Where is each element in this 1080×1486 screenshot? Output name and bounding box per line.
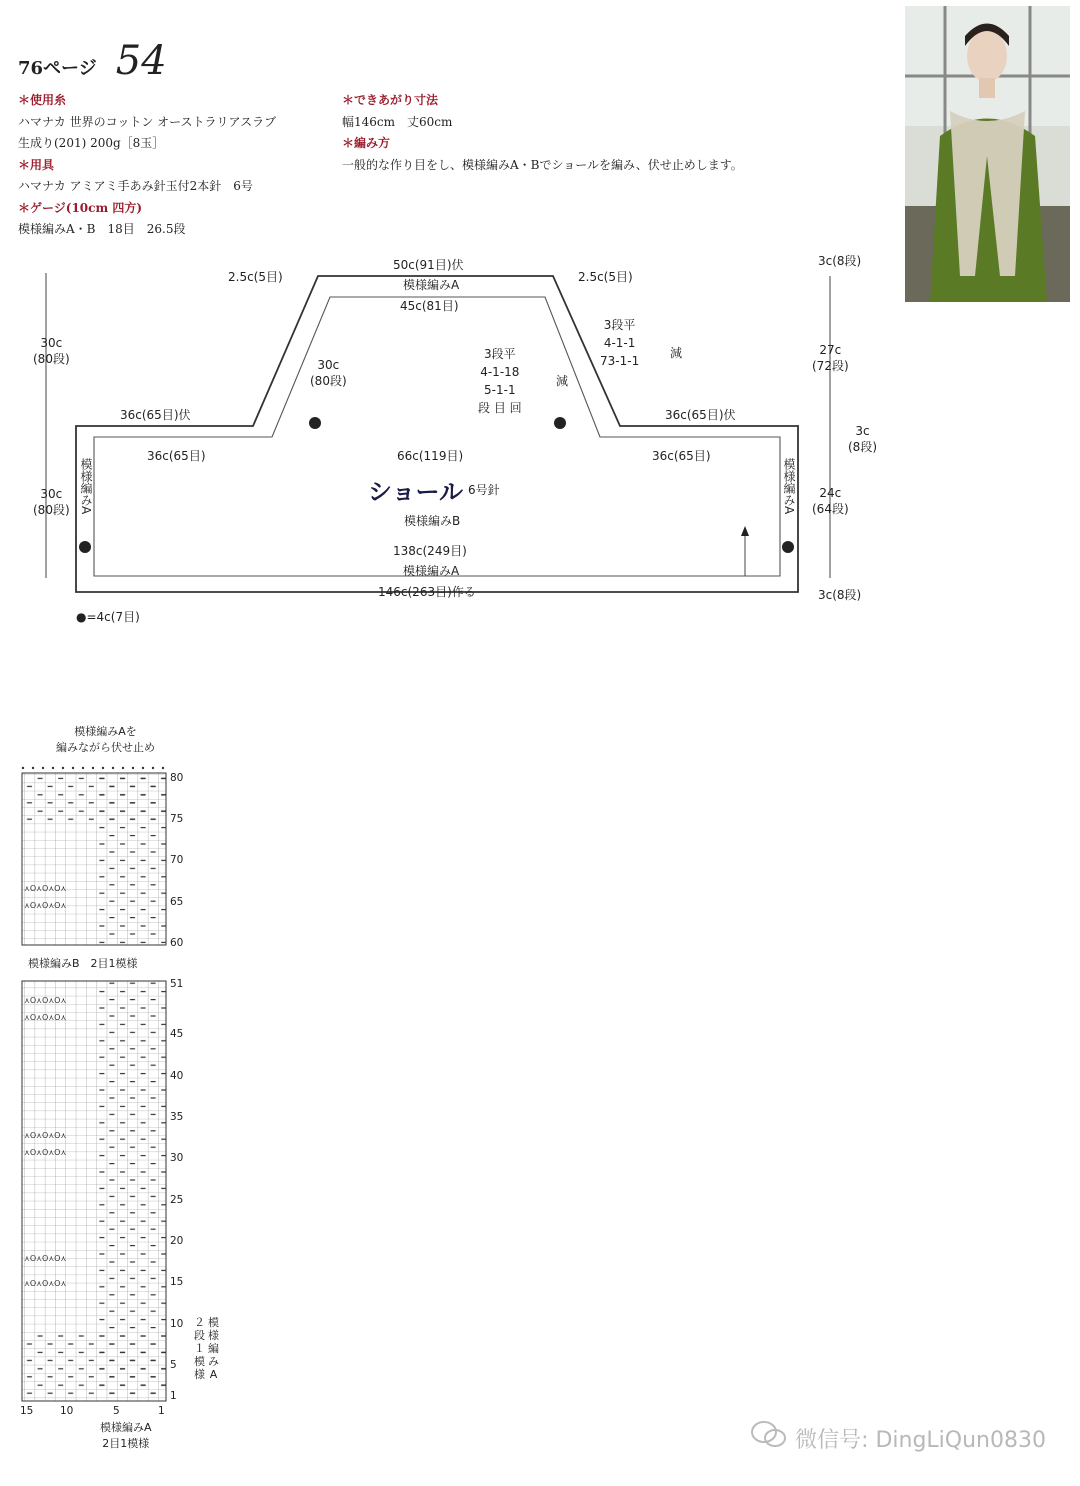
chart-mid-label: 模様編みB 2目1模様 [28, 957, 138, 970]
shoulder-left-label: 36c(65目)伏 [120, 408, 191, 422]
svg-text:⋏O⋏O⋏O⋏: ⋏O⋏O⋏O⋏ [24, 996, 67, 1005]
row-num: 60 [170, 937, 184, 949]
top-pattern-label: 模様編みA [403, 278, 460, 292]
svg-text:⋏O⋏O⋏O⋏: ⋏O⋏O⋏O⋏ [24, 1254, 67, 1263]
watermark [751, 1420, 1046, 1456]
left-slope-label: 2.5c(5目) [228, 270, 283, 284]
diagram-title: ショール [368, 478, 464, 506]
row-num: 1 [170, 1390, 177, 1402]
row-num: 5 [170, 1359, 177, 1371]
chart-bottom-label: 模様編みA 2目1模様 [100, 1421, 152, 1450]
left-height-upper: 30c (80段) [33, 336, 70, 366]
needle-size: 6号針 [468, 483, 500, 497]
col-num: 10 [60, 1405, 74, 1417]
spec-heading-tools: ＊用具 [18, 157, 55, 172]
inner-decrease-mark: 減 [556, 374, 569, 388]
row-num: 65 [170, 896, 184, 908]
spec-heading-method: ＊編み方 [342, 136, 391, 150]
side-pattern-right: 模様編みA [782, 458, 796, 515]
row-num: 51 [170, 978, 184, 990]
dot-legend: ●=4c(7目) [76, 610, 140, 624]
inner-left-width: 36c(65目) [147, 449, 206, 463]
side-pattern-left: 模様編みA [79, 458, 93, 515]
col-num: 15 [20, 1405, 34, 1417]
inner-right-width: 36c(65目) [652, 449, 711, 463]
chart-top-note: 模様編みAを 編みながら伏せ止め [56, 725, 155, 754]
center-width: 66c(119目) [397, 449, 464, 463]
row-num: 30 [170, 1152, 184, 1164]
right-dim-upper: 27c (72段) [812, 343, 849, 373]
row-num: 40 [170, 1070, 184, 1082]
right-slope-label: 2.5c(5目) [578, 270, 633, 284]
row-num: 70 [170, 854, 184, 866]
chart-side-label-2: 模 様 編 み A [208, 1316, 219, 1381]
shoulder-right-label: 36c(65目)伏 [665, 408, 736, 422]
outer-decrease-mark: 減 [670, 346, 683, 360]
col-num: 1 [158, 1405, 165, 1417]
specs-right [342, 90, 743, 176]
chart-side-label: ２ 段 １ 模 様 [194, 1316, 205, 1381]
right-dim-top: 3c(8段) [818, 254, 862, 268]
svg-text:⋏O⋏O⋏O⋏: ⋏O⋏O⋏O⋏ [24, 901, 67, 910]
pattern-b-label: 模様編みB [404, 514, 461, 528]
right-dim-bottom: 3c(8段) [818, 588, 862, 602]
row-num: 20 [170, 1235, 184, 1247]
left-height-lower: 30c (80段) [33, 487, 70, 517]
row-num: 80 [170, 772, 184, 784]
inner-outline [94, 297, 780, 576]
svg-text:⋏O⋏O⋏O⋏: ⋏O⋏O⋏O⋏ [24, 1013, 67, 1022]
spec-heading-size: ＊できあがり寸法 [342, 93, 439, 107]
inner-decrease-table: 3段平 4-1-18 5-1-1 段 目 回 [478, 347, 522, 415]
row-num: 45 [170, 1028, 184, 1040]
right-dim-lower: 24c (64段) [812, 486, 849, 516]
row-num: 35 [170, 1111, 184, 1123]
inner-bottom-label: 138c(249目) [393, 544, 467, 558]
outer-decrease-table: 3段平 4-1-1 73-1-1 [600, 318, 640, 368]
row-num: 15 [170, 1276, 184, 1288]
row-num: 10 [170, 1318, 184, 1330]
row-num: 75 [170, 813, 184, 825]
watermark-text: 微信号: DingLiQun0830 [795, 1427, 1046, 1453]
top-bindoff-label: 50c(91目)伏 [393, 258, 464, 272]
page-reference: 76ページ [18, 58, 97, 79]
page-header [18, 38, 167, 84]
specs-left [18, 90, 276, 241]
spec-line: ハマナカ 世界のコットン オーストラリアスラブ [18, 114, 277, 129]
spec-line: 幅146cm 丈60cm [342, 114, 453, 129]
right-dim-mid: 3c (8段) [848, 424, 877, 454]
cast-on-label: 146c(263目)作る [378, 585, 476, 599]
spec-heading-gauge: ＊ゲージ(10cm 四方) [18, 200, 142, 215]
svg-text:⋏O⋏O⋏O⋏: ⋏O⋏O⋏O⋏ [24, 1131, 67, 1140]
svg-text:⋏O⋏O⋏O⋏: ⋏O⋏O⋏O⋏ [24, 1148, 67, 1157]
row-num: 25 [170, 1194, 184, 1206]
spec-line: 模様編みA・B 18目 26.5段 [18, 222, 186, 236]
spec-line: 一般的な作り目をし、模様編みA・Bでショールを編み、伏せ止めします。 [342, 157, 743, 172]
spec-line: 生成り(201) 200g［8玉］ [18, 136, 165, 150]
knitting-chart [14, 758, 214, 1428]
inner-left-height: 30c (80段) [310, 358, 347, 388]
inner-top-label: 45c(81目) [400, 299, 459, 313]
model-photo [905, 6, 1070, 302]
spec-line: ハマナカ アミアミ手あみ針玉付2本針 6号 [18, 179, 253, 193]
pattern-number: 54 [115, 38, 167, 84]
wechat-icon [751, 1420, 787, 1456]
svg-text:⋏O⋏O⋏O⋏: ⋏O⋏O⋏O⋏ [24, 1279, 67, 1288]
bottom-pattern-label: 模様編みA [403, 564, 460, 578]
spec-heading-yarn: ＊使用糸 [18, 93, 67, 107]
svg-text:⋏O⋏O⋏O⋏: ⋏O⋏O⋏O⋏ [24, 884, 67, 893]
col-num: 5 [113, 1405, 120, 1417]
